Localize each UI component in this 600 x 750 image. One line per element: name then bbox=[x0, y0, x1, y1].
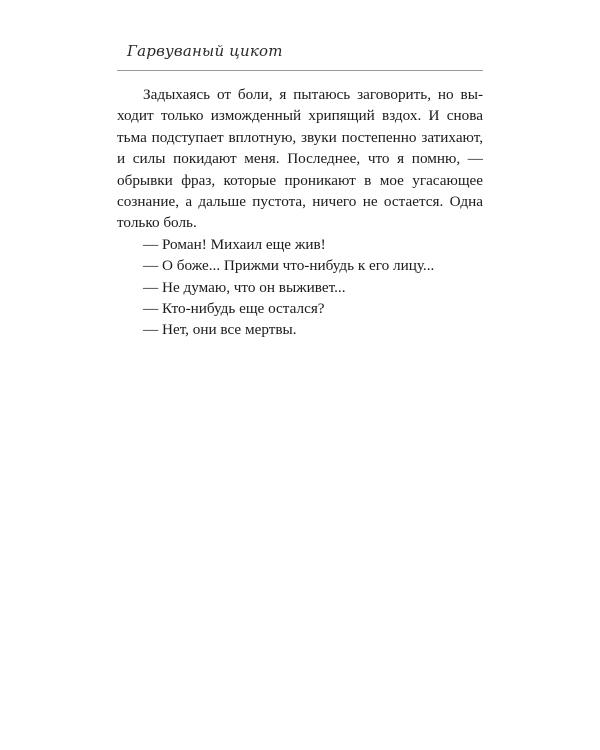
page-body bbox=[117, 84, 483, 341]
header-rule bbox=[117, 70, 483, 71]
dialogue-line: — Кто-нибудь еще остался? bbox=[143, 300, 325, 318]
running-header-title: Гарвуваный цикот bbox=[127, 42, 283, 60]
dialogue-line: — О боже... Прижми что-нибудь к его лицу... bbox=[143, 257, 435, 275]
dialogue-line: — Роман! Михаил еще жив! bbox=[143, 235, 326, 253]
dialogue-list bbox=[117, 234, 483, 341]
body-paragraph: Задыхаясь от боли, я пытаюсь заговорить, но выходит только изможденный хрипящий вздох. И снова тьма подступает вплотную, звуки постепенно затихают, и силы покидают меня. Последнее, что я помню, — обрывки фраз, которые проникают в мое угасающее сознание, а дальше пустота, ничего не остается. Одна только боль. bbox=[117, 86, 483, 232]
dialogue-line: — Не думаю, что он выживет... bbox=[143, 278, 346, 296]
dialogue-line: — Нет, они все мертвы. bbox=[143, 321, 297, 339]
